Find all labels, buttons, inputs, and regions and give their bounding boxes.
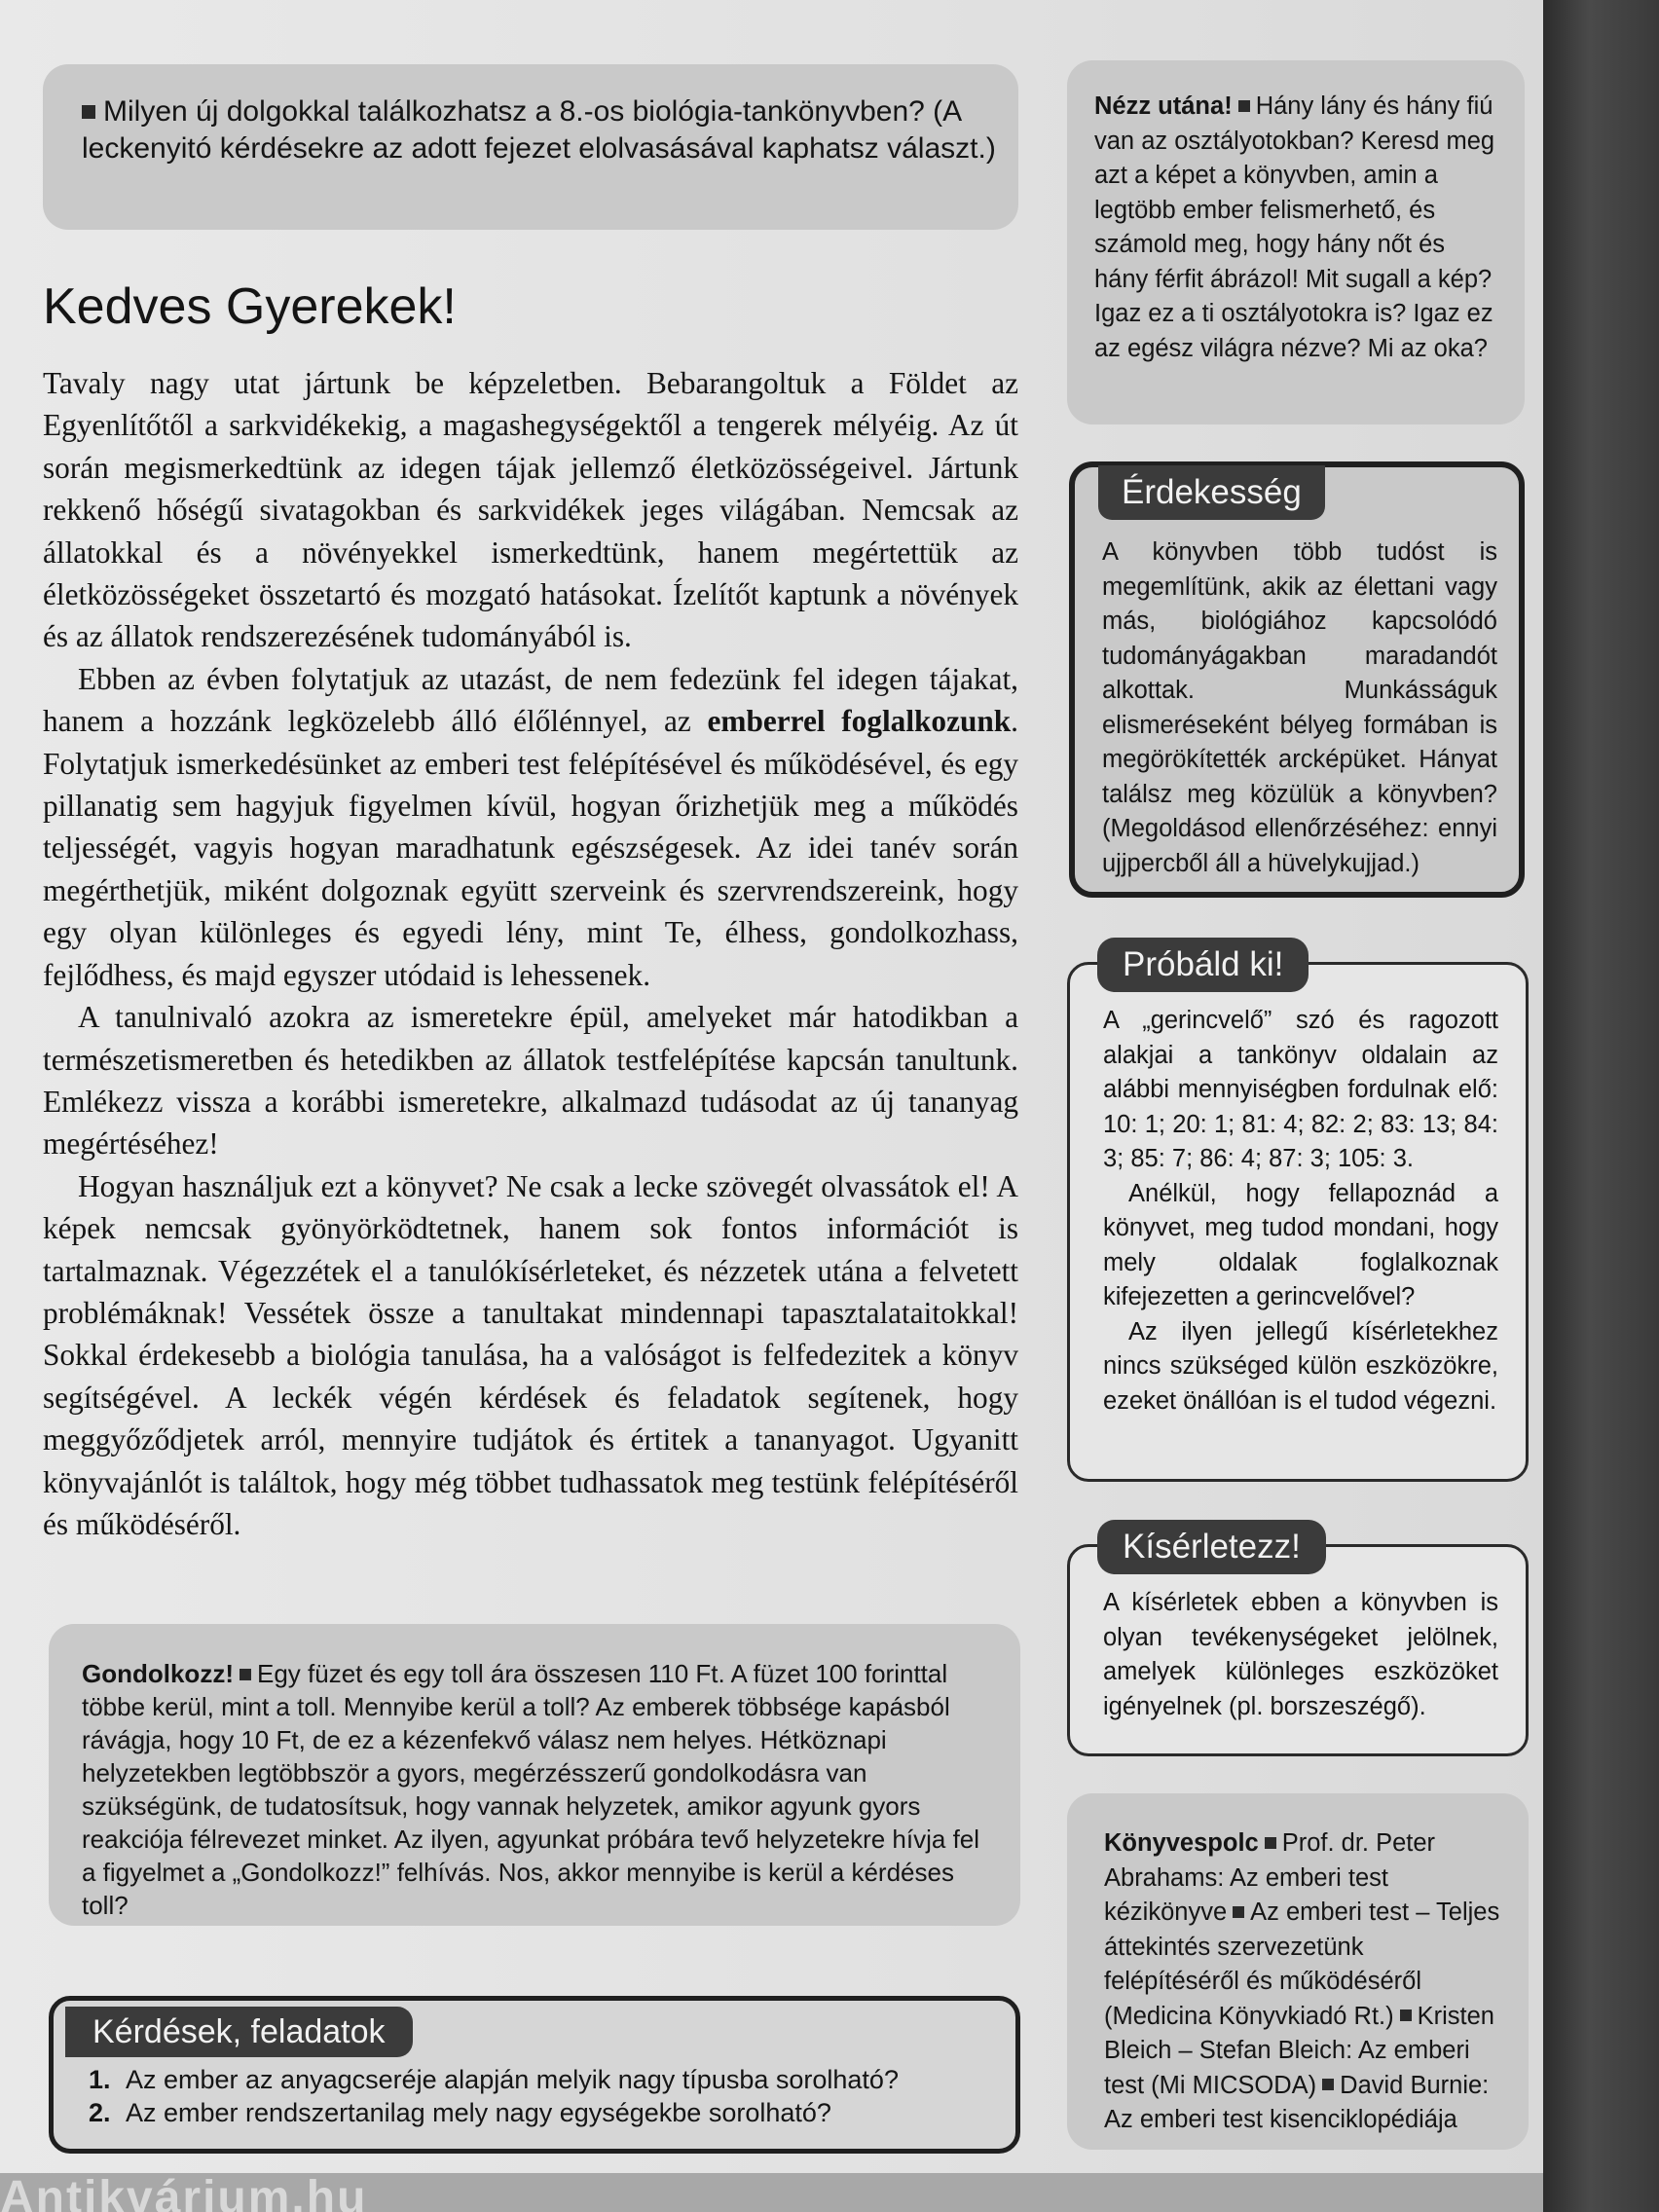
body-paragraph-2: Ebben az évben folytatjuk az utazást, de nem fedezünk fel idegen tájakat, hanem a hozzánk legközelebb álló élőlénnyel, az emberrel foglalkozunk. Folytatjuk ismerkedésünket az emberi test felépítésével és működésével, és egy pillanatig sem hagyjuk figyelmen kívül, hogyan őrizhetjük meg a működés teljességét, vagyis hogyan maradhatunk egészségesek. Az idei tanév során megérthetjük, miként dolgoznak együtt szerveink és szervrendszereink, hogy egy olyan különleges és egyedi lény, mint Te, élhess, gondolkozhass, fejlődhess, és majd egyszer utódaid is lehessenek. <box>43 661 1018 992</box>
probald-ki-title: Próbáld ki! <box>1097 938 1309 992</box>
square-bullet-icon <box>1238 100 1250 112</box>
probald-ki-paragraph-1: A „gerincvelő” szó és ragozott alakjai a tankönyv oldalain az alábbi mennyiségben fordulnak elő: 10: 1; 20: 1; 81: 4; 82: 2; 83: 13; 84: 3; 85: 7; 86: 4; 87: 3; 105: 3. <box>1103 1007 1498 1172</box>
kiserletezz-box <box>1067 1528 1529 1756</box>
erdekesseg-box <box>1069 461 1525 898</box>
question-item: 1. Az ember az anyagcseréje alapján melyik nagy típusba sorolható? <box>89 2065 899 2094</box>
intro-text: Milyen új dolgokkal találkozhatsz a 8.-os biológia-tankönyvben? (A leckenyitó kérdésekre az adott fejezet elolvasásával kaphatsz választ.) <box>82 95 996 165</box>
probald-ki-paragraph-2: Anélkül, hogy fellapoznád a könyvet, meg tudod mondani, hogy mely oldalak foglalkoznak kifejezetten a gerincvelővel? <box>1103 1179 1498 1310</box>
questions-title: Kérdések, feladatok <box>65 2007 413 2057</box>
probald-ki-text <box>1103 1004 1498 1419</box>
body-paragraph-1: Tavaly nagy utat jártunk be képzeletben. Bebarangoltuk a Földet az Egyenlítőtől a sarkvidékekig, a magashegységektől a tengerek mélyéig. Az út során megismerkedtünk az idegen tájak jellemző életközösségeivel. Jártunk rekkenő hőségű sivatagokban és sarkvidékek jeges világában. Nemcsak az állatokkal és a növényekkel ismerkedtünk, hanem megértettük az életközösségeket összetartó és mozgató hatásokat. Ízelítőt kaptunk a növények és az állatok rendszerezésének tudományából is. <box>43 366 1018 654</box>
gondolkozz-box <box>49 1624 1020 1926</box>
konyvespolc-box <box>1067 1793 1529 2150</box>
kiserletezz-text: A kísérletek ebben a könyvben is olyan tevékenységeket jelölnek, amelyek különleges eszközöket igényelnek (pl. borszeszégő). <box>1103 1589 1498 1720</box>
page-edge-shadow <box>1543 0 1659 2212</box>
square-bullet-icon <box>1400 2009 1412 2021</box>
probald-ki-paragraph-3: Az ilyen jellegű kísérletekhez nincs szükséged külön eszközökre, ezeket önállóan is el tudod végezni. <box>1103 1317 1498 1415</box>
gondolkozz-text: Gondolkozz! Egy füzet és egy toll ára összesen 110 Ft. A füzet 100 forinttal többe kerül, mint a toll. Mennyibe kerül a toll? Az emberek többsége kapásból rávágja, hogy 10 Ft, de ez a kézenfekvő válasz nem helyes. Hétköznapi helyzetekben legtöbbször a gyors, megérzésszerű gondolkodásra van szükségünk, de tudatosítsuk, hogy vannak helyzetek, amikor agyunk gyors reakciója félrevezet minket. Az ilyen, agyunkat próbára tevő helyzetekre hívja fel a figyelmet a „Gondolkozz!” felhívás. Nos, akkor mennyibe is kerül a kérdéses toll? <box>82 1659 980 1920</box>
questions-list <box>89 2063 984 2129</box>
square-bullet-icon <box>1265 1837 1276 1849</box>
main-body-text <box>43 362 1018 1545</box>
square-bullet-icon <box>1233 1906 1244 1918</box>
square-bullet-icon <box>1322 2079 1334 2090</box>
probald-ki-box <box>1067 945 1529 1482</box>
footer-watermark: Antikvárium.hu <box>0 2175 368 2212</box>
square-bullet-icon <box>240 1669 251 1680</box>
questions-box <box>49 1996 1020 2154</box>
square-bullet-icon <box>82 105 95 119</box>
intro-box <box>43 64 1018 230</box>
body-paragraph-3: A tanulnivaló azokra az ismeretekre épül, amelyeket már hatodikban a természetismeretben és hetedikben az állatok testfelépítése kapcsán tanultunk. Emlékezz vissza a korábbi ismeretekre, alkalmazd tudásodat az új tananyag megértéséhez! <box>43 1000 1018 1161</box>
konyvespolc-text: Könyvespolc Prof. dr. Peter Abrahams: Az emberi test kézikönyve Az emberi test – Teljes áttekintés szervezetünk felépítéséről és működéséről (Medicina Könyvkiadó Rt.) Kristen Bleich – Stefan Bleich: Az emberi test (Mi MICSODA) David Burnie: Az emberi test kisenciklopédiája <box>1104 1829 1500 2133</box>
erdekesseg-text: A könyvben több tudóst is megemlítünk, akik az élettani vagy más, biológiához kapcsolódó tudományágakban maradandót alkottak. Munkásságuk elismeréseként bélyeg formában is megörökítették arcképüket. Hányat találsz meg közülük a könyvben? (Megoldásod ellenőrzéséhez: ennyi ujjpercből áll a hüvelykujjad.) <box>1102 538 1497 877</box>
page-title: Kedves Gyerekek! <box>43 278 457 335</box>
nezz-utana-text: Nézz utána! Hány lány és hány fiú van az osztályotokban? Keresd meg azt a képet a könyvben, amin a legtöbb ember felismerhető, és számold meg, hogy hány nőt és hány férfit ábrázol! Mit sugall a kép? Igaz ez a ti osztályotokra is? Igaz ez az egész világra nézve? Mi az oka? <box>1094 92 1495 362</box>
question-item: 2. Az ember rendszertanilag mely nagy egységekbe sorolható? <box>89 2098 831 2127</box>
nezz-utana-box <box>1067 60 1525 424</box>
erdekesseg-title: Érdekesség <box>1098 465 1325 520</box>
body-paragraph-4: Hogyan használjuk ezt a könyvet? Ne csak a lecke szövegét olvassátok el! A képek nemcsak gyönyörködtetnek, hanem sok fontos információt is tartalmaznak. Végezzétek el a tanulókísérleteket, és nézzetek utána a felvetett problémáknak! Vessétek össze a tanultakat mindennapi tapasztalataitokkal! Sokkal érdekesebb a biológia tanulása, ha a valóságot is felfedezitek a könyv segítségével. A leckék végén kérdések és feladatok segítenek, hogy meggyőződjetek arról, mennyire tudjátok és értitek a tananyagot. Ugyanitt könyvajánlót is találtok, hogy még többet tudhassatok meg testünk felépítéséről és működéséről. <box>43 1168 1018 1541</box>
kiserletezz-title: Kísérletezz! <box>1097 1520 1326 1574</box>
